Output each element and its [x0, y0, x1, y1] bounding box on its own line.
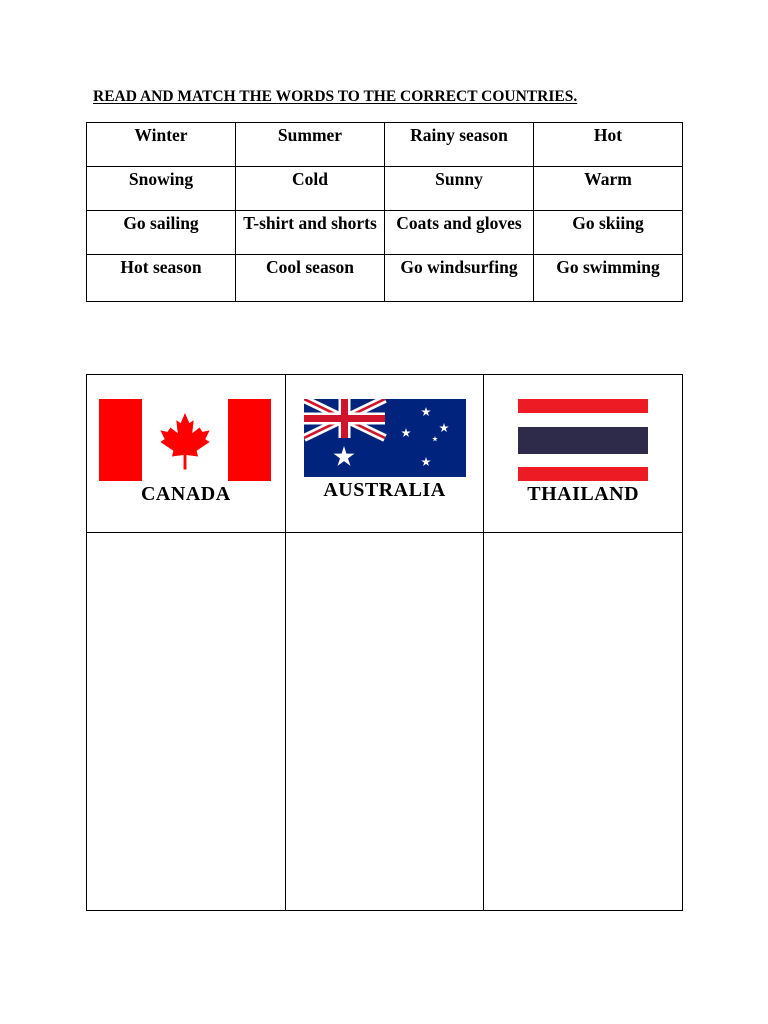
- word-row: [87, 167, 683, 211]
- word-row: [87, 211, 683, 255]
- instruction-heading: READ AND MATCH THE WORDS TO THE CORRECT COUNTRIES.: [93, 88, 578, 105]
- word-bank-table: [86, 122, 683, 302]
- country-name-australia: AUSTRALIA: [323, 479, 446, 501]
- word-cell: Warm: [534, 167, 683, 211]
- word-cell: Go swimming: [534, 255, 683, 302]
- answer-area-australia[interactable]: [285, 533, 484, 911]
- thailand-flag-icon: [518, 399, 648, 481]
- country-header-thailand: [484, 375, 683, 533]
- word-cell: Go skiing: [534, 211, 683, 255]
- word-cell: Hot season: [87, 255, 236, 302]
- word-cell: T-shirt and shorts: [236, 211, 385, 255]
- answer-area-thailand[interactable]: [484, 533, 683, 911]
- word-cell: Summer: [236, 123, 385, 167]
- country-name-thailand: THAILAND: [527, 483, 640, 505]
- word-cell: Sunny: [385, 167, 534, 211]
- australia-flag-icon: [304, 399, 466, 477]
- word-cell: Cold: [236, 167, 385, 211]
- word-cell: Rainy season: [385, 123, 534, 167]
- country-name-canada: CANADA: [140, 483, 231, 505]
- word-cell: Hot: [534, 123, 683, 167]
- country-header-australia: [285, 375, 484, 533]
- word-cell: Winter: [87, 123, 236, 167]
- word-cell: Go windsurfing: [385, 255, 534, 302]
- answer-row: [87, 533, 683, 911]
- word-cell: Snowing: [87, 167, 236, 211]
- country-header-row: [87, 375, 683, 533]
- canada-flag-icon: [99, 399, 271, 481]
- word-cell: Coats and gloves: [385, 211, 534, 255]
- word-cell: Cool season: [236, 255, 385, 302]
- countries-table: [86, 374, 683, 911]
- country-header-canada: [87, 375, 286, 533]
- word-row: [87, 255, 683, 302]
- answer-area-canada[interactable]: [87, 533, 286, 911]
- word-cell: Go sailing: [87, 211, 236, 255]
- word-row: [87, 123, 683, 167]
